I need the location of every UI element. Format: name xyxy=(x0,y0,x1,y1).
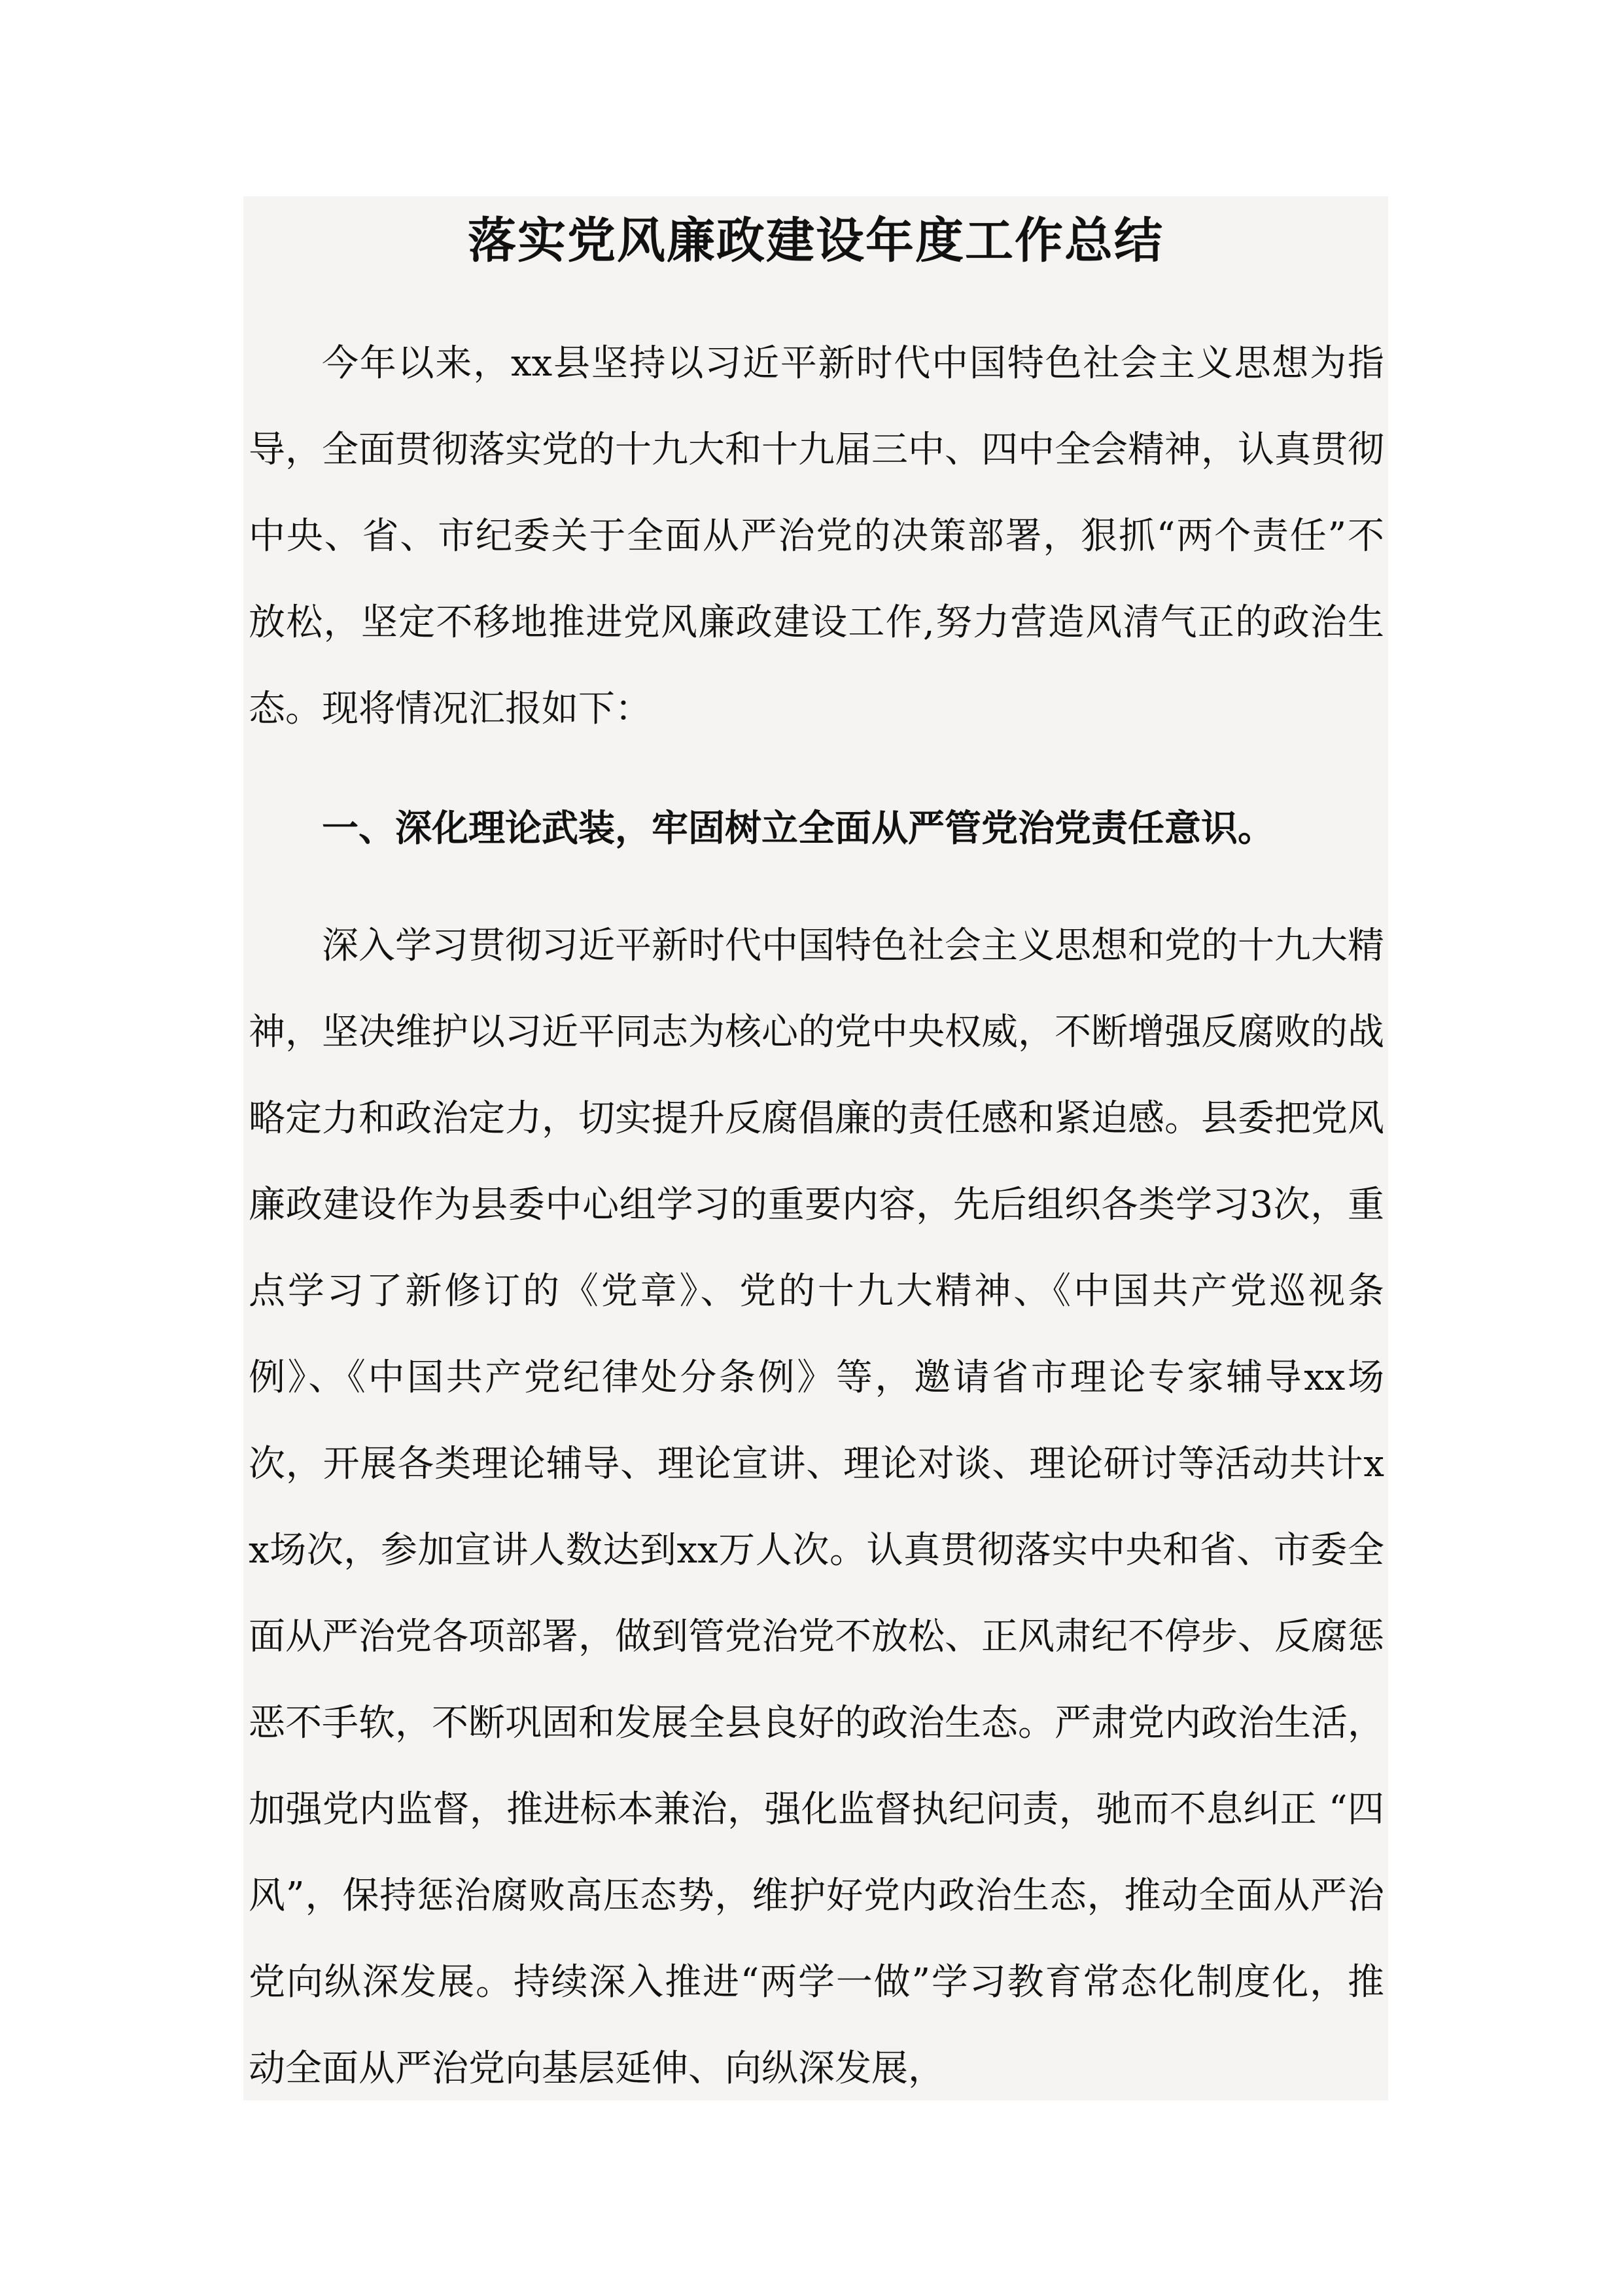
document-body xyxy=(249,321,1384,2112)
body-paragraph-1: 深入学习贯彻习近平新时代中国特色社会主义思想和党的十九大精神，坚决维护以习近平同志为核心的党中央权威，不断增强反腐败的战略定力和政治定力，切实提升反腐倡廉的责任感和紧迫感。县委把党风廉政建设作为县委中心组学习的重要内容，先后组织各类学习3次，重点学习了新修订的《党章》、党的十九大精神、《中国共产党巡视条例》、《中国共产党纪律处分条例》等，邀请省市理论专家辅导xx场次，开展各类理论辅导、理论宣讲、理论对谈、理论研讨等活动共计xx场次，参加宣讲人数达到xx万人次。认真贯彻落实中央和省、市委全面从严治党各项部署，做到管党治党不放松、正风肃纪不停步、反腐惩恶不手软，不断巩固和发展全县良好的政治生态。严肃党内政治生活，加强党内监督，推进标本兼治，强化监督执纪问责，驰而不息纠正 “四风”，保持惩治腐败高压态势，维护好党内政治生态，推动全面从严治党向纵深发展。持续深入推进“两学一做”学习教育常态化制度化，推动全面从严治党向基层延伸、向纵深发展， xyxy=(249,925,1384,2090)
section-heading-1: 一、深化理论武装，牢固树立全面从严管党治党责任意识。 xyxy=(322,807,1274,850)
intro-paragraph: 今年以来，xx县坚持以习近平新时代中国特色社会主义思想为指导，全面贯彻落实党的十九大和十九届三中、四中全会精神，认真贯彻中央、省、市纪委关于全面从严治党的决策部署，狠抓“两个责任”不放松，坚定不移地推进党风廉政建设工作,努力营造风清气正的政治生态。现将情况汇报如下： xyxy=(249,342,1384,730)
document-title: 落实党风廉政建设年度工作总结 xyxy=(468,213,1164,269)
